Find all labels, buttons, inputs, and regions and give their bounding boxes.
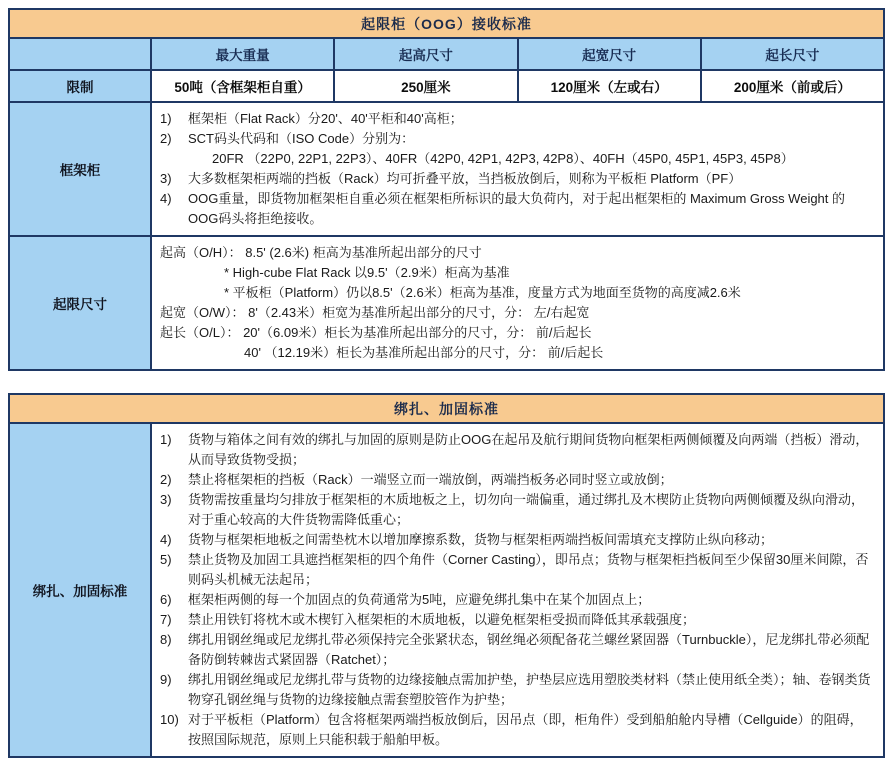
item-text: OOG重量，即货物加框架柜自重必须在框架柜所标识的最大负荷内，对于起出框架柜的 Maximum Gross Weight 的OOG码头将拒绝接收。 (188, 191, 846, 226)
limit-over-length: 200厘米（前或后） (700, 71, 883, 101)
item-text: 大多数框架柜两端的挡板（Rack）均可折叠平放，当挡板放倒后，则称为平板柜 Platform（PF） (188, 171, 742, 186)
item-text: SCT码头代码和（ISO Code）分别为： (188, 131, 415, 146)
item-text: 绑扎用钢丝绳或尼龙绑扎带与货物的边缘接触点需加护垫，护垫层应选用塑胶类材料（禁止使用纸全类）；轴、卷钢类货物穿孔钢丝绳与货物的边缘接触点需套塑胶管作为护垫； (188, 672, 871, 707)
list-item (160, 470, 873, 490)
list-item (160, 550, 873, 590)
lashing-row (10, 422, 883, 756)
item-number: 6) (160, 592, 172, 607)
list-item (160, 490, 873, 530)
item-text: 框架柜两侧的每一个加固点的负荷通常为5吨，应避免绑扎集中在某个加固点上； (188, 592, 651, 607)
lashing-label: 绑扎、加固标准 (10, 424, 150, 756)
oversize-line-oh: 起高（O/H）： 8.5' (2.6米) 柜高为基准所起出部分的尺寸 (160, 245, 482, 260)
header-max-weight: 最大重量 (150, 39, 333, 69)
list-item (160, 670, 873, 710)
oversize-content (150, 237, 883, 369)
item-text: 禁止用铁钉将枕木或木楔钉入框架柜的木质地板，以避免框架柜受损而降低其承载强度； (188, 612, 696, 627)
table1-title: 起限柜（OOG）接收标准 (10, 10, 883, 37)
oversize-label: 起限尺寸 (10, 237, 150, 369)
oversize-line-ow: 起宽（O/W）： 8'（2.43米）柜宽为基准所起出部分的尺寸，分： 左/右起宽 (160, 305, 590, 320)
frame-rack-label: 框架柜 (10, 103, 150, 235)
header-over-height: 起高尺寸 (333, 39, 516, 69)
lashing-content (150, 424, 883, 756)
item-number: 1) (160, 432, 172, 447)
iso-codes-sub-line: 20FR （22P0, 22P1, 22P3）、40FR（42P0, 42P1, 42P3, 42P8）、40FH（45P0, 45P1, 45P3, 45P8） (212, 151, 794, 166)
item-number: 4) (160, 532, 172, 547)
item-text: 对于平板柜（Platform）包含将框架两端挡板放倒后，因吊点（即，柜角件）受到船舶舱内导槽（Cellguide）的阻碍，按照国际规范，原则上只能积载于船舶甲板。 (188, 712, 863, 747)
list-item (160, 169, 873, 189)
item-text: 框架柜（Flat Rack）分20'、40'平柜和40'高柜； (188, 111, 463, 126)
list-item (160, 630, 873, 670)
limit-max-weight: 50吨（含框架柜自重） (150, 71, 333, 101)
oversize-line-ol-20: 起长（O/L）： 20'（6.09米）柜长为基准所起出部分的尺寸，分： 前/后起长 (160, 325, 592, 340)
table1-header-row (10, 37, 883, 69)
item-text: 货物与框架柜地板之间需垫枕木以增加摩擦系数，货物与框架柜两端挡板间需填充支撑防止纵向移动； (188, 532, 774, 547)
list-item (160, 189, 873, 229)
item-number: 2) (160, 131, 172, 146)
item-number: 10) (160, 712, 179, 727)
item-number: 3) (160, 492, 172, 507)
limit-over-width: 120厘米（左或右） (517, 71, 700, 101)
limit-label: 限制 (10, 71, 150, 101)
item-text: 货物需按重量均匀排放于框架柜的木质地板之上，切勿向一端偏重，通过绑扎及木楔防止货物向两侧倾覆及纵向滑动，对于重心较高的大件货物需降低重心； (188, 492, 865, 527)
item-text: 绑扎用钢丝绳或尼龙绑扎带必须保持完全张紧状态，钢丝绳必须配备花兰螺丝紧固器（Turnbuckle），尼龙绑扎带必须配备防倒转棘齿式紧固器（Ratchet）； (188, 632, 870, 667)
item-number: 2) (160, 472, 172, 487)
table2-title: 绑扎、加固标准 (10, 395, 883, 422)
table2-title-row (10, 395, 883, 422)
frame-rack-content (150, 103, 883, 235)
list-item (160, 530, 873, 550)
item-text: 禁止将框架柜的挡板（Rack）一端竖立而一端放倒，两端挡板务必同时竖立或放倒； (188, 472, 673, 487)
item-number: 7) (160, 612, 172, 627)
oversize-line-highcube: * High-cube Flat Rack 以9.5'（2.9米）柜高为基准 (224, 265, 510, 280)
limit-over-height: 250厘米 (333, 71, 516, 101)
item-number: 9) (160, 672, 172, 687)
item-number: 4) (160, 191, 172, 206)
list-item (160, 430, 873, 470)
list-item (160, 129, 873, 149)
oversize-row (10, 235, 883, 369)
table-gap (8, 371, 885, 393)
header-blank-corner (10, 39, 150, 69)
oog-acceptance-table (8, 8, 885, 371)
item-number: 3) (160, 171, 172, 186)
header-over-length: 起长尺寸 (700, 39, 883, 69)
frame-rack-row (10, 101, 883, 235)
oversize-line-platform: * 平板柜（Platform）仍以8.5'（2.6米）柜高为基准，度量方式为地面至货物的高度减2.6米 (224, 285, 741, 300)
item-number: 1) (160, 111, 172, 126)
list-item (160, 590, 873, 610)
item-text: 货物与箱体之间有效的绑扎与加固的原则是防止OOG在起吊及航行期间货物向框架柜两侧倾覆及向两端（挡板）滑动，从而导致货物受损； (188, 432, 869, 467)
list-item (160, 710, 873, 750)
item-number: 5) (160, 552, 172, 567)
table1-title-row (10, 10, 883, 37)
item-text: 禁止货物及加固工具遮挡框架柜的四个角件（Corner Casting），即吊点；货物与框架柜挡板间至少保留30厘米间隙，否则码头机械无法起吊； (188, 552, 869, 587)
header-over-width: 起宽尺寸 (517, 39, 700, 69)
list-item (160, 610, 873, 630)
lashing-table (8, 393, 885, 758)
list-item (160, 109, 873, 129)
oversize-line-ol-40: 40' （12.19米）柜长为基准所起出部分的尺寸，分： 前/后起长 (244, 345, 604, 360)
limit-row (10, 69, 883, 101)
item-number: 8) (160, 632, 172, 647)
